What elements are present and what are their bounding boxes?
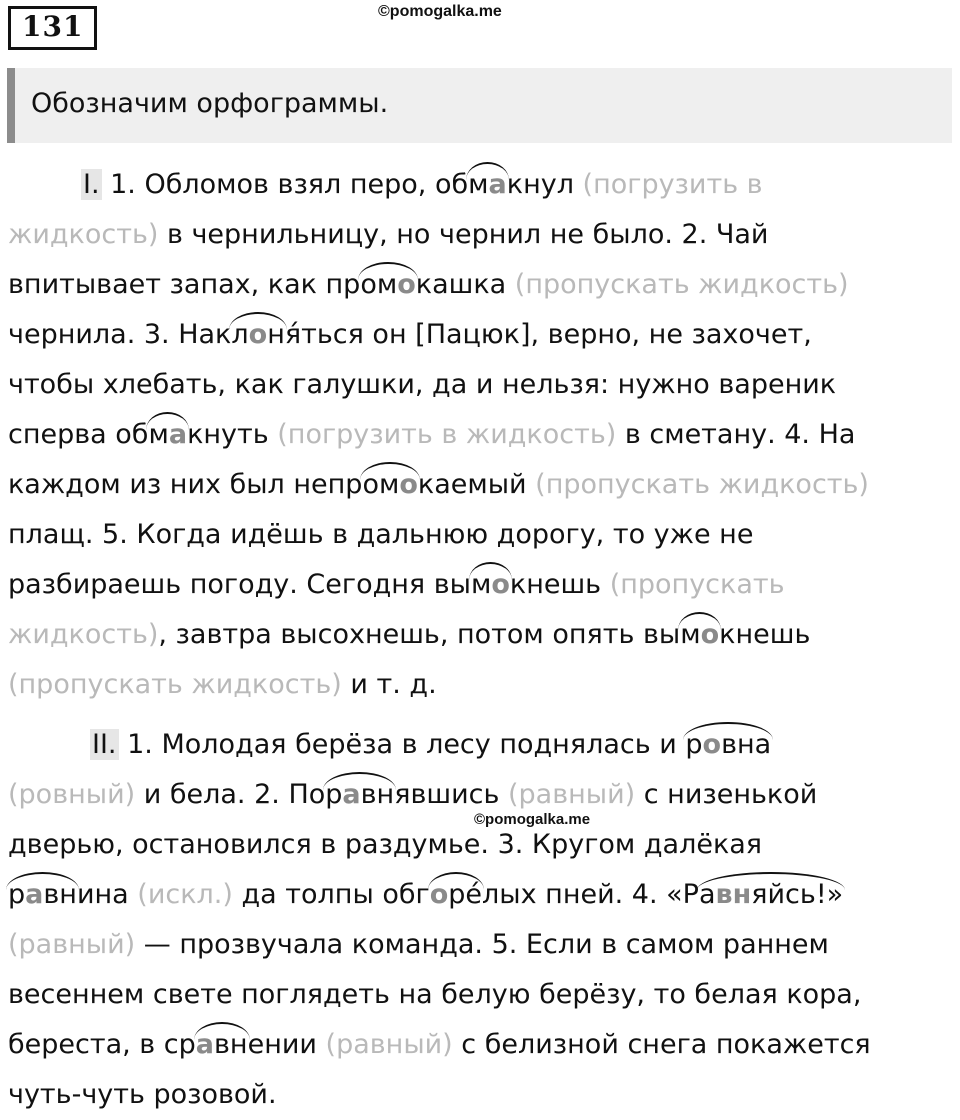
root-arc: авн (196, 1020, 248, 1070)
check-hint: (пропускать (601, 569, 785, 600)
part1-line-10: жидкость), завтра высохнешь, потом опять вымокнешь (8, 610, 953, 660)
check-hint: (равный) (8, 929, 136, 960)
roman-numeral-two: II. (92, 729, 117, 760)
part2-line-1: II. 1. Молодая берёза в лесу поднялась и ровна (8, 720, 953, 770)
check-hint: (ровный) (8, 779, 136, 810)
part2-line-7: береста, в сравнении (равный) с белизной снега покажется (8, 1020, 953, 1070)
root-arc: равн (8, 870, 77, 920)
part1-line-2: жидкость) в чернильницу, но чернил не было. 2. Чай (8, 219, 769, 250)
part1-line-7: каждом из них был непромокаемый (пропускать жидкость) (8, 460, 953, 510)
part2-line-4: равнина (искл.) да толпы обгоре́лых пней. 4. «Равняйсь!» (8, 870, 953, 920)
part1-line-6: сперва обмакнуть (погрузить в жидкость) в сметану. 4. На (8, 410, 953, 460)
watermark-top: ©pomogalka.me (378, 3, 502, 20)
part1-line-4: чернила. 3. Наклоня́ться он [Пацюк], верно, не захочет, (8, 310, 953, 360)
check-hint: (равный) (499, 779, 636, 810)
part2-line-8: чуть-чуть розовой. (8, 1079, 277, 1110)
roman-numeral-one: I. (83, 169, 100, 200)
part1-line-1: I. 1. Обломов взял перо, обмакнул (погрузить в (8, 160, 953, 210)
root-arc: омо (362, 460, 417, 510)
part1-line-5: чтобы хлебать, как галушки, да и нельзя: нужно вареник (8, 369, 837, 400)
check-hint: (погрузить в жидкость) (268, 419, 617, 450)
part2-line-5: (равный) — прозвучала команда. 5. Если в самом раннем (8, 929, 829, 960)
root-arc: омо (360, 260, 415, 310)
root-arc: равн (325, 770, 394, 820)
part1-line-9: разбираешь погоду. Сегодня вымокнешь (пропускать (8, 560, 953, 610)
part-two-paragraph (8, 720, 953, 1120)
watermark-middle: ©pomogalka.me (474, 811, 591, 828)
root-arc: лон (231, 310, 284, 360)
exercise-number: 131 (8, 6, 97, 50)
check-hint: (пропускать жидкость) (506, 269, 849, 300)
part1-line-3: впитывает запах, как промокашка (пропускать жидкость) (8, 260, 953, 310)
check-hint: (погрузить в (573, 169, 763, 200)
part1-line-8: плащ. 5. Когда идёшь в дальнюю дорогу, то уже не (8, 519, 754, 550)
part1-line-11: (пропускать жидкость) и т. д. (8, 669, 437, 700)
check-hint: (равный) (316, 1029, 453, 1060)
intro-text: Обозначим орфограммы. (31, 88, 389, 119)
root-arc: ма (148, 410, 187, 460)
check-hint: жидкость) (8, 219, 159, 250)
root-arc: авняйсь!» (699, 870, 843, 920)
check-hint: (пропускать жидкость) (8, 669, 342, 700)
root-arc: оре́ (430, 870, 482, 920)
root-arc: ма (468, 160, 507, 210)
root-arc: мо (680, 610, 719, 660)
part2-line-2: (ровный) и бела. 2. Поравнявшись (равный) с низенькой (8, 770, 953, 820)
check-hint: (искл.) (128, 879, 233, 910)
part2-line-6: весеннем свете поглядеть на белую берёзу, то белая кора, (8, 979, 862, 1010)
check-hint: (пропускать жидкость) (526, 469, 869, 500)
root-arc: мо (471, 560, 510, 610)
part-one-paragraph (8, 160, 953, 710)
part2-line-3: дверью, остановился в раздумье. 3. Кругом далёкая (8, 829, 763, 860)
check-hint: жидкость) (8, 619, 159, 650)
intro-box (7, 68, 952, 143)
root-arc: ровна (685, 720, 771, 770)
